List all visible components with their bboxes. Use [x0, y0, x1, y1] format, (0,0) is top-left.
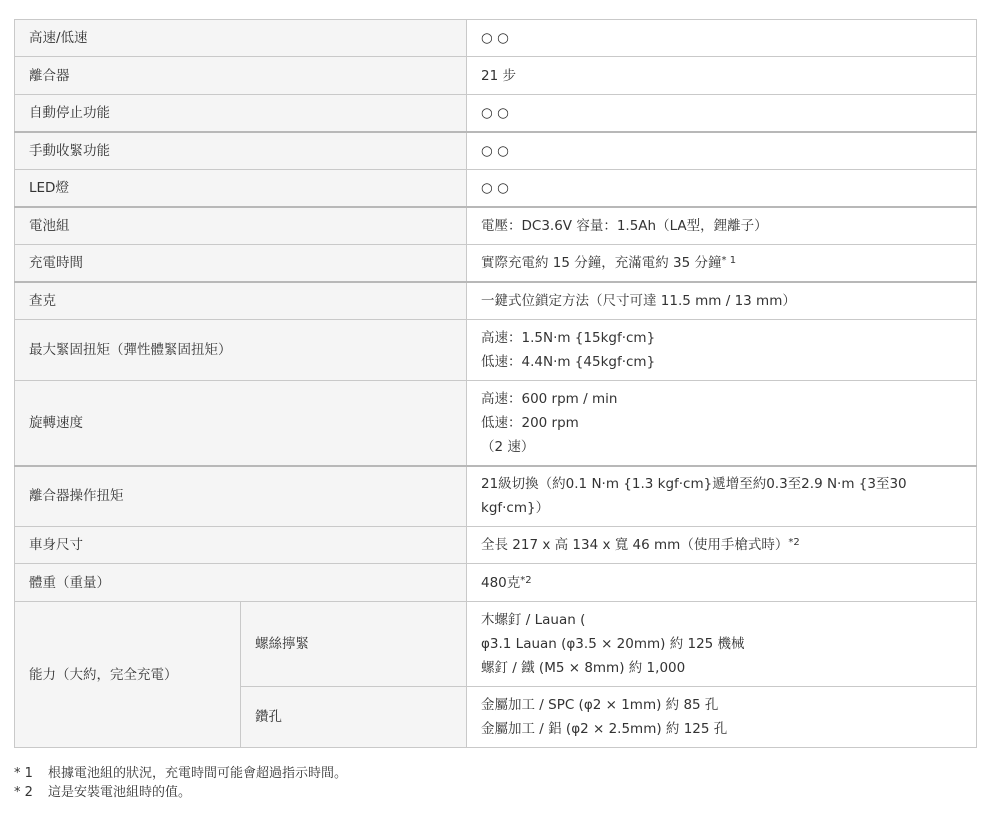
row-value: 21 步 — [467, 57, 977, 95]
row-value: ○ ○ — [467, 170, 977, 207]
table-row — [15, 132, 977, 170]
row-value: ○ ○ — [467, 20, 977, 57]
table-row — [15, 245, 977, 282]
table-row — [15, 564, 977, 602]
row-label: 離合器操作扭矩 — [15, 466, 467, 527]
footnote-mark: * 2 — [14, 785, 33, 800]
table-row — [15, 466, 977, 527]
row-value: ○ ○ — [467, 132, 977, 170]
table-row — [15, 95, 977, 132]
clutch-torque-line1: 21級切換（約0.1 N·m {1.3 kgf·cm}遞增至約0.3至2.9 N·m {3至30 — [481, 476, 907, 493]
spec-table — [14, 19, 977, 748]
footnote-text: 這是安裝電池組時的值。 — [48, 785, 192, 800]
footnote — [14, 783, 347, 802]
row-value — [467, 245, 977, 282]
row-label: 體重（重量） — [15, 564, 467, 602]
footnote-ref: *2 — [788, 537, 800, 548]
row-value: 電壓：DC3.6V 容量：1.5Ah（LA型，鋰離子） — [467, 207, 977, 245]
rpm-speeds: （2 速） — [481, 438, 535, 455]
screw-line3: 螺釘 / 鐵 (M5 × 8mm) 約 1,000 — [481, 660, 686, 676]
row-label: 車身尺寸 — [15, 527, 467, 564]
torque-low: 低速：4.4N·m {45kgf·cm} — [481, 354, 656, 370]
charge-text: 實際充電約 15 分鐘，充滿電約 35 分鐘 — [481, 254, 722, 271]
drill-line2: 金屬加工 / 鋁 (φ2 × 2.5mm) 約 125 孔 — [481, 721, 728, 737]
row-value: ○ ○ — [467, 95, 977, 132]
screw-line1: 木螺釘 / Lauan ( — [481, 612, 586, 628]
table-row — [15, 20, 977, 57]
torque-high: 高速：1.5N·m {15kgf·cm} — [481, 330, 656, 346]
row-value — [467, 466, 977, 527]
weight-text: 480克 — [481, 574, 521, 591]
screw-line2: φ3.1 Lauan (φ3.5 × 20mm) 約 125 機械 — [481, 636, 745, 652]
table-row — [15, 207, 977, 245]
row-label: 自動停止功能 — [15, 95, 467, 132]
row-value: 一鍵式位鎖定方法（尺寸可達 11.5 mm / 13 mm） — [467, 282, 977, 320]
footnote-ref: *2 — [520, 574, 532, 586]
footnotes — [14, 764, 347, 802]
row-label: 手動收緊功能 — [15, 132, 467, 170]
footnote — [14, 764, 347, 783]
drill-line1: 金屬加工 / SPC (φ2 × 1mm) 約 85 孔 — [481, 697, 719, 713]
rpm-low: 低速：200 rpm — [481, 414, 579, 431]
row-value — [467, 564, 977, 602]
table-row — [15, 527, 977, 564]
capacity-label: 能力（大約，完全充電） — [15, 602, 241, 748]
footnote-ref: * 1 — [721, 254, 737, 266]
clutch-torque-line2: kgf·cm}） — [481, 500, 550, 517]
row-label: 充電時間 — [15, 245, 467, 282]
size-text: 全長 217 x 高 134 x 寬 46 mm（使用手槍式時） — [481, 537, 789, 553]
row-label: 離合器 — [15, 57, 467, 95]
footnote-text: 根據電池組的狀況，充電時間可能會超過指示時間。 — [48, 766, 348, 781]
table-row — [15, 282, 977, 320]
table-row — [15, 57, 977, 95]
table-row — [15, 602, 977, 687]
row-label: 最大緊固扭矩（彈性體緊固扭矩） — [15, 320, 467, 381]
row-label: 查克 — [15, 282, 467, 320]
row-label: 旋轉速度 — [15, 381, 467, 466]
row-label: LED燈 — [15, 170, 467, 207]
row-value — [467, 602, 977, 687]
table-row — [15, 170, 977, 207]
table-row — [15, 320, 977, 381]
footnote-mark: * 1 — [14, 766, 33, 781]
capacity-screw-label: 螺絲擰緊 — [241, 602, 467, 687]
rpm-high: 高速：600 rpm / min — [481, 390, 618, 407]
row-value — [467, 320, 977, 381]
capacity-drill-label: 鑽孔 — [241, 687, 467, 748]
row-value — [467, 381, 977, 466]
table-row — [15, 381, 977, 466]
row-label: 電池組 — [15, 207, 467, 245]
row-label: 高速/低速 — [15, 20, 467, 57]
row-value — [467, 527, 977, 564]
row-value — [467, 687, 977, 748]
